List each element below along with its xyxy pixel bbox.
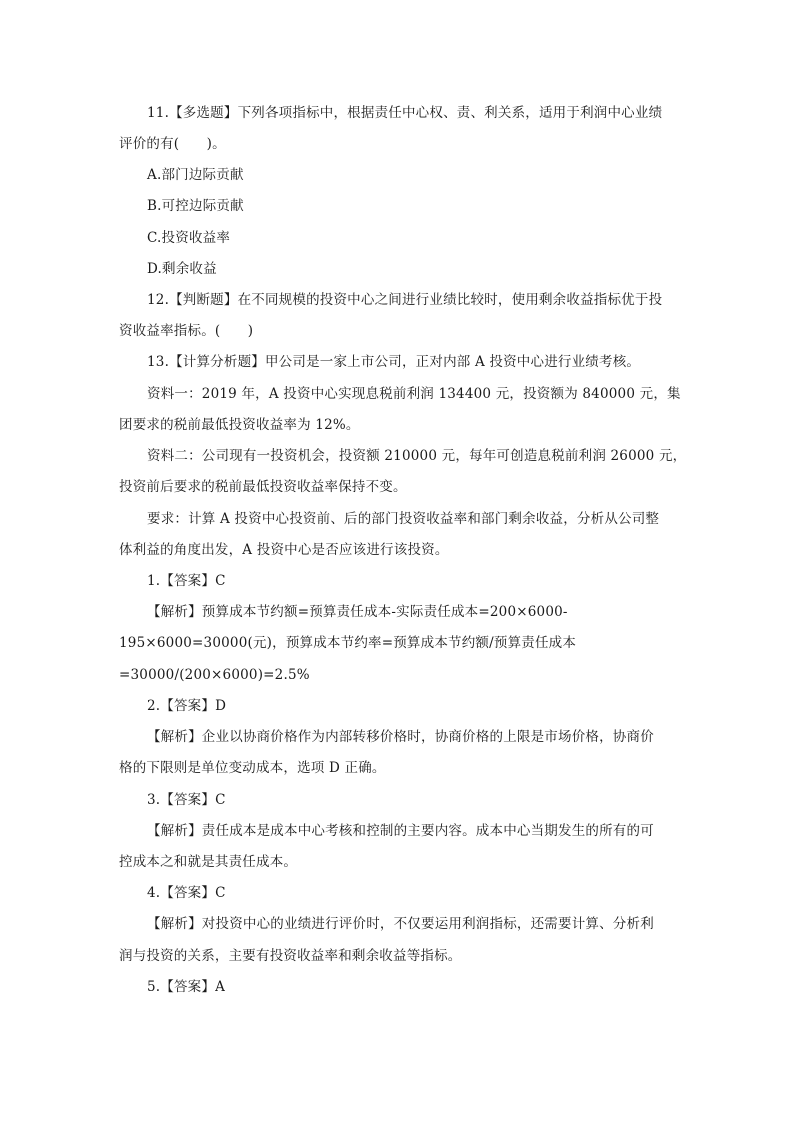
answer-1: 1.【答案】C <box>147 573 226 589</box>
question-11-stem: 11.【多选题】下列各项指标中，根据责任中心权、责、利关系，适用于利润中心业绩 <box>147 105 663 121</box>
material-2: 资料二：公司现有一投资机会，投资额 210000 元，每年可创造息税前利润 26000 元， <box>147 448 687 464</box>
analysis-3-cont: 控成本之和就是其责任成本。 <box>119 854 298 870</box>
option-d: D.剩余收益 <box>147 261 217 277</box>
analysis-1-cont: 195×6000=30000(元)，预算成本节约率=预算成本节约额/预算责任成本 <box>119 635 577 651</box>
requirement: 要求：计算 A 投资中心投资前、后的部门投资收益率和部门剩余收益，分析从公司整 <box>147 511 660 527</box>
analysis-1: 【解析】预算成本节约额=预算责任成本-实际责任成本=200×6000- <box>147 604 568 620</box>
option-c: C.投资收益率 <box>147 230 231 246</box>
answer-3: 3.【答案】C <box>147 792 226 808</box>
material-2-cont: 投资前后要求的税前最低投资收益率保持不变。 <box>119 479 407 495</box>
question-12-stem-cont: 资收益率指标。( ) <box>119 323 254 339</box>
question-12-stem: 12.【判断题】在不同规模的投资中心之间进行业绩比较时，使用剩余收益指标优于投 <box>147 292 663 308</box>
question-13-stem: 13.【计算分析题】甲公司是一家上市公司，正对内部 A 投资中心进行业绩考核。 <box>147 354 641 370</box>
requirement-cont: 体利益的角度出发，A 投资中心是否应该进行该投资。 <box>119 542 449 558</box>
answer-4: 4.【答案】C <box>147 885 226 901</box>
question-11-stem-cont: 评价的有( )。 <box>119 136 226 152</box>
option-b: B.可控边际贡献 <box>147 198 244 214</box>
answer-5: 5.【答案】A <box>147 979 226 995</box>
analysis-1-cont-2: =30000/(200×6000)=2.5% <box>119 667 310 683</box>
analysis-3: 【解析】责任成本是成本中心考核和控制的主要内容。成本中心当期发生的所有的可 <box>147 823 654 839</box>
analysis-4-cont: 润与投资的关系，主要有投资收益率和剩余收益等指标。 <box>119 948 462 964</box>
analysis-2-cont: 格的下限则是单位变动成本，选项 D 正确。 <box>119 760 386 776</box>
option-a: A.部门边际贡献 <box>147 167 244 183</box>
material-1: 资料一：2019 年，A 投资中心实现息税前利润 134400 元，投资额为 840000 元，集 <box>147 386 681 402</box>
answer-2: 2.【答案】D <box>147 698 227 714</box>
material-1-cont: 团要求的税前最低投资收益率为 12%。 <box>119 417 360 433</box>
analysis-2: 【解析】企业以协商价格作为内部转移价格时，协商价格的上限是市场价格，协商价 <box>147 729 654 745</box>
analysis-4: 【解析】对投资中心的业绩进行评价时，不仅要运用利润指标，还需要计算、分析利 <box>147 916 654 932</box>
